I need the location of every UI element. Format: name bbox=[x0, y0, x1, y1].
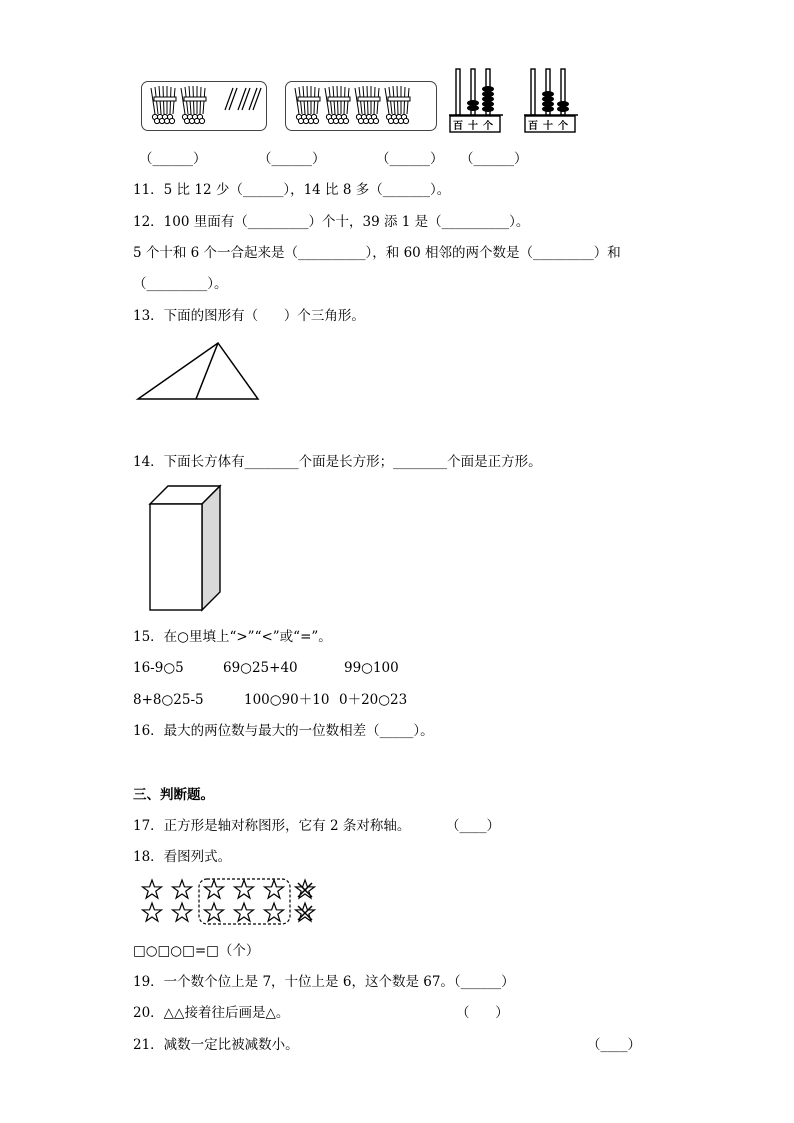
question-18: 18．看图列式。 bbox=[133, 849, 232, 865]
abacus-label-ones: 个 bbox=[558, 121, 568, 132]
stick-bundles-1 bbox=[141, 80, 271, 130]
question-17-answer-blank[interactable]: （____） bbox=[446, 818, 500, 834]
abacus-label-tens: 十 bbox=[468, 121, 478, 132]
question-12-part-b: 5 个十和 6 个一合起来是（__________），和 60 相邻的两个数是（_________）和 bbox=[133, 245, 621, 261]
question-21-answer-blank[interactable]: （____） bbox=[587, 1037, 641, 1053]
answer-blank-3[interactable]: （______） bbox=[376, 151, 444, 167]
stars-figure bbox=[139, 877, 324, 927]
answer-blank-4[interactable]: （______） bbox=[460, 151, 528, 167]
abacus-label-hundreds: 百 bbox=[528, 121, 538, 132]
question-21: 21．减数一定比被减数小。 bbox=[133, 1037, 299, 1053]
question-16: 16．最大的两位数与最大的一位数相差（_____）。 bbox=[133, 723, 434, 739]
stick-bundles-2 bbox=[285, 80, 435, 130]
compare-item: 0＋20○23 bbox=[339, 692, 408, 708]
answer-blank-1[interactable]: （______） bbox=[139, 151, 207, 167]
compare-item: 8+8○25-5 bbox=[133, 692, 204, 708]
compare-item: 100○90＋10 bbox=[244, 692, 330, 708]
question-20-answer-blank[interactable]: （ ） bbox=[456, 1005, 509, 1021]
section-heading-true-false: 三、判断题。 bbox=[133, 787, 214, 803]
compare-item: 16-9○5 bbox=[133, 660, 184, 676]
answer-blank-2[interactable]: （______） bbox=[258, 151, 326, 167]
question-12-part-c: （_________）。 bbox=[133, 276, 228, 292]
question-18-formula: □○□○□=□（个） bbox=[133, 943, 260, 959]
question-12: 12．100 里面有（_________）个十，39 添 1 是（__________）。 bbox=[133, 214, 530, 230]
question-20: 20．△△接着往后画是△。 bbox=[133, 1005, 290, 1021]
question-15: 15．在○里填上“>”“<”或“=”。 bbox=[133, 629, 332, 645]
compare-item: 69○25+40 bbox=[223, 660, 298, 676]
question-13: 13．下面的图形有（ ）个三角形。 bbox=[133, 308, 365, 324]
abacus-label-tens: 十 bbox=[543, 121, 553, 132]
question-11: 11．5 比 12 少（______），14 比 8 多（_______）。 bbox=[133, 182, 451, 198]
question-14: 14．下面长方体有________个面是长方形；________个面是正方形。 bbox=[133, 454, 542, 470]
abacus-label-hundreds: 百 bbox=[453, 121, 463, 132]
abacus-1 bbox=[447, 68, 507, 134]
question-19: 19．一个数个位上是 7，十位上是 6，这个数是 67。（______） bbox=[133, 974, 515, 990]
cuboid-figure bbox=[148, 484, 228, 614]
triangle-figure bbox=[136, 341, 266, 406]
abacus-label-ones: 个 bbox=[483, 121, 493, 132]
abacus-2 bbox=[522, 68, 582, 134]
compare-item: 99○100 bbox=[344, 660, 399, 676]
question-17: 17．正方形是轴对称图形，它有 2 条对称轴。 bbox=[133, 818, 411, 834]
